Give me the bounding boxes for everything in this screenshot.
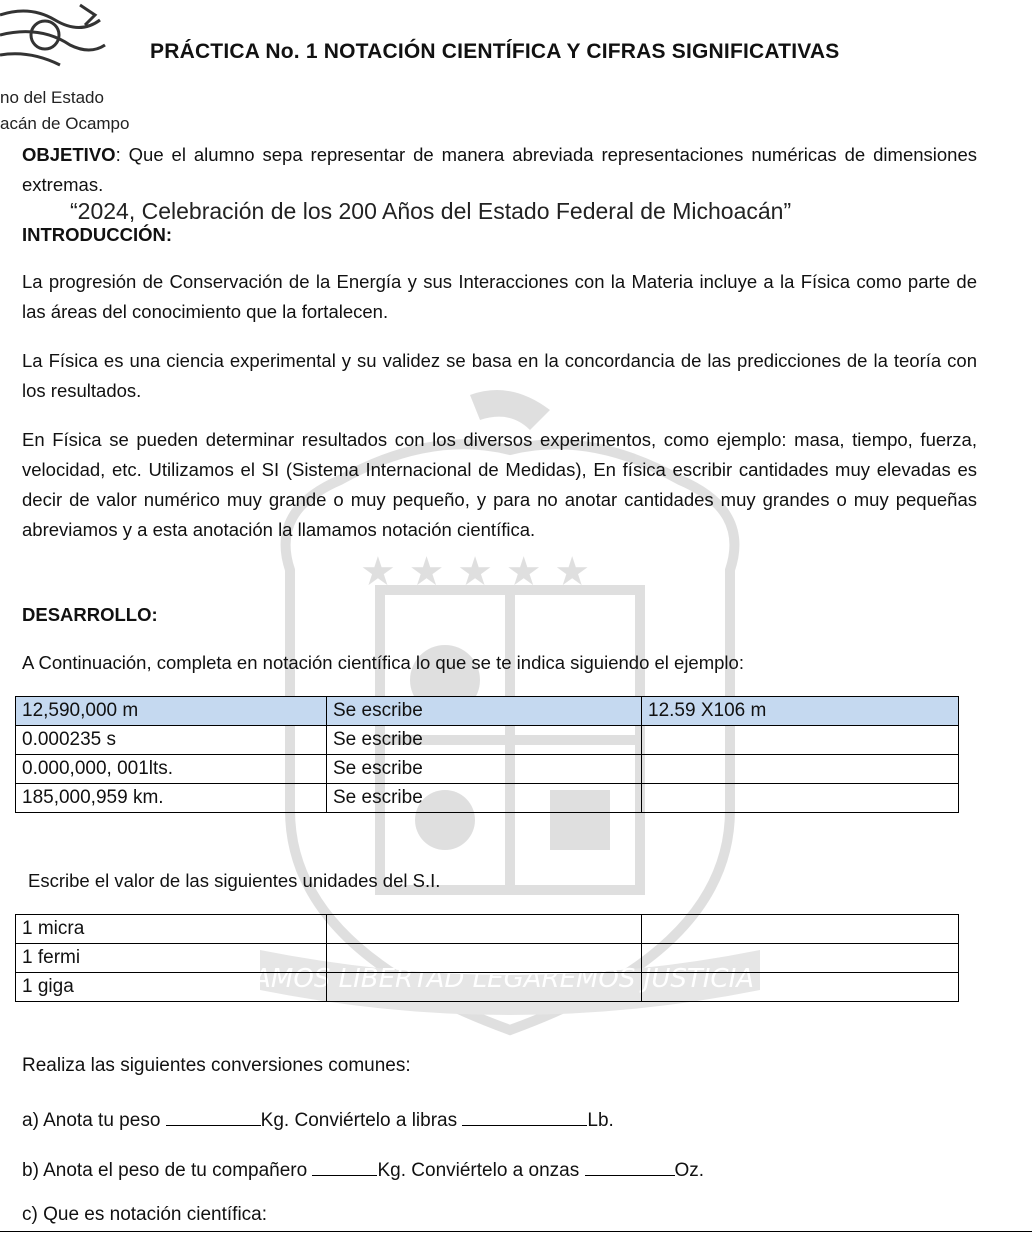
intro-paragraph-3: En Física se pueden determinar resultados con los diversos experimentos, como ejemplo: masa, tiempo, fuerza, velocidad, etc. Utilizamos el SI (Sistema Internacional de Medidas), En física escribir cantidades muy elevadas es decir de valor numérico muy grande o muy pequeño, y para no anotar cantidades muy grandes o muy pequeñas abreviamos y a esta anotación la llamamos notación científica. [22,429,977,540]
weight-kg-blank[interactable] [166,1105,261,1126]
conversion-a-text-1: a) Anota tu peso [22,1110,166,1131]
conversion-b-text-2: Kg. Conviértelo a onzas [377,1160,585,1181]
table-cell: Se escribe [327,784,642,813]
conversion-b-line [22,1155,704,1182]
intro-paragraph-1: La progresión de Conservación de la Energía y sus Interacciones con la Materia incluye a la Física como parte de las áreas del conocimiento que la fortalecen. [22,271,977,322]
watermark-banner-text: HEREDAMOS LIBERTAD LEGAREMOS JUSTICIA SOCIAL [162,964,858,994]
table-cell: 0.000,000, 001lts. [16,755,327,784]
answer-cell[interactable] [642,784,959,813]
conversions-heading: Realiza las siguientes conversiones comunes: [22,1055,411,1076]
table-cell: 1 fermi [16,944,327,973]
conversion-b-text-1: b) Anota el peso de tu compañero [22,1160,313,1181]
table-cell: Se escribe [327,726,642,755]
intro-paragraph-2: La Física es una ciencia experimental y su validez se basa en la concordancia de las predicciones de la teoría con los resultados. [22,350,977,401]
conversion-a-line [22,1105,614,1132]
conversion-a-text-3: Lb. [587,1110,614,1131]
table-row [16,915,959,944]
desarrollo-instruction: A Continuación, completa en notación científica lo que se te indica siguiendo el ejemplo: [22,652,744,673]
intro-heading: INTRODUCCIÓN: [22,224,173,245]
answer-cell[interactable] [327,915,642,944]
slogan: “2024, Celebración de los 200 Años del Estado Federal de Michoacán” [70,198,792,224]
answer-cell[interactable] [642,755,959,784]
page-bottom-rule [0,1231,1032,1232]
partner-weight-kg-blank[interactable] [312,1155,377,1176]
table-cell: 1 micra [16,915,327,944]
table-row [16,973,959,1002]
page-title: PRÁCTICA No. 1 NOTACIÓN CIENTÍFICA Y CIFRAS SIGNIFICATIVAS [150,40,840,63]
answer-cell[interactable] [642,944,959,973]
table-cell: Se escribe [327,755,642,784]
weight-lb-blank[interactable] [462,1105,587,1126]
org-name-line-2: acán de Ocampo [0,114,130,133]
table-cell: 12,590,000 m [16,697,327,726]
answer-cell[interactable] [642,726,959,755]
objective-paragraph [22,140,977,200]
table-cell: 1 giga [16,973,327,1002]
table-cell: 185,000,959 km. [16,784,327,813]
conversion-b-text-3: Oz. [674,1160,705,1181]
table-row [16,726,959,755]
table-cell: Se escribe [327,697,642,726]
si-units-table [15,914,959,1002]
answer-cell[interactable] [327,944,642,973]
objective-label: OBJETIVO [22,144,116,165]
org-name-line-1: no del Estado [0,88,104,107]
desarrollo-heading: DESARROLLO: [22,604,158,625]
state-emblem-icon [0,0,110,80]
answer-cell[interactable] [642,915,959,944]
scientific-notation-table [15,696,959,813]
svg-text:★ ★ ★ ★ ★: ★ ★ ★ ★ ★ [360,549,591,595]
table-row [16,697,959,726]
units-instruction: Escribe el valor de las siguientes unidades del S.I. [28,870,441,891]
conversion-a-text-2: Kg. Conviértelo a libras [260,1110,463,1131]
partner-weight-oz-blank[interactable] [585,1155,675,1176]
conversion-c-line: c) Que es notación científica: [22,1204,268,1225]
table-cell: 0.000235 s [16,726,327,755]
table-row [16,944,959,973]
table-row [16,784,959,813]
table-row [16,755,959,784]
answer-cell[interactable] [327,973,642,1002]
table-cell: 12.59 X106 m [642,697,959,726]
objective-text: : Que el alumno sepa representar de manera abreviada representaciones numéricas de dimensiones extremas. [22,144,977,195]
answer-cell[interactable] [642,973,959,1002]
